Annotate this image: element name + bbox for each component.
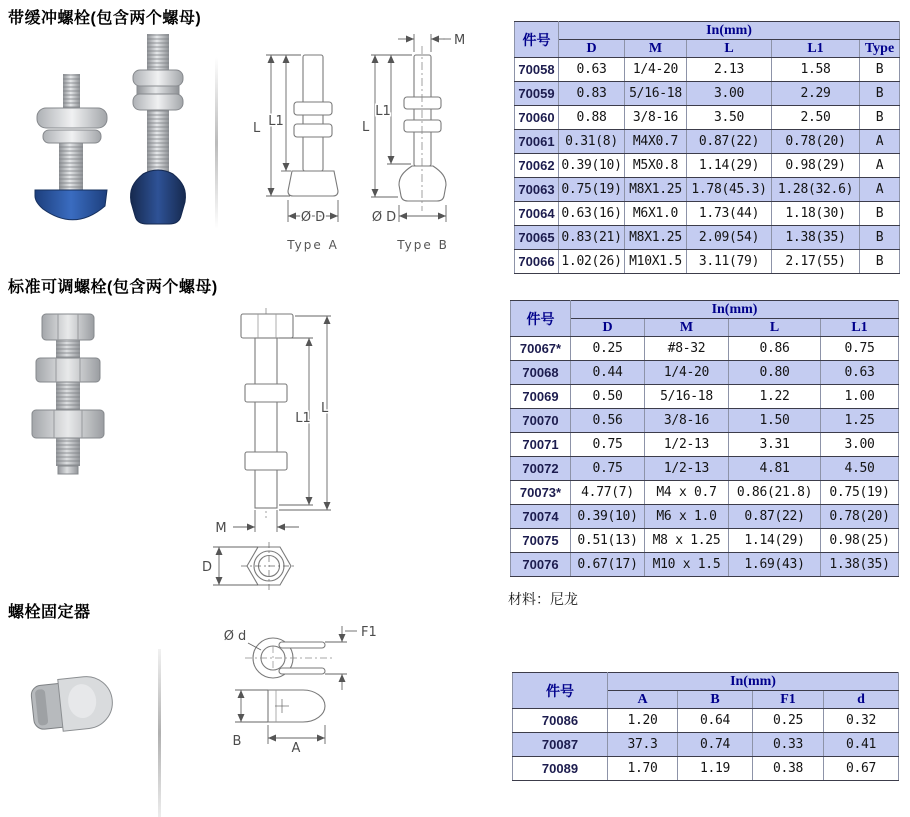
table-row <box>515 106 900 130</box>
value-cell: 0.56 <box>571 409 645 433</box>
value-cell: 0.78(20) <box>772 130 860 154</box>
part-number-cell: 70071 <box>511 433 571 457</box>
part-number-cell: 70067* <box>511 337 571 361</box>
column-header-l1: L1 <box>821 319 899 337</box>
table-row <box>515 82 900 106</box>
value-cell: 2.17(55) <box>772 250 860 274</box>
dim-label-F1: F1 <box>361 625 377 640</box>
part-number-column-header: 件号 <box>515 22 559 58</box>
value-cell: M6 x 1.0 <box>645 505 729 529</box>
part-number-cell: 70072 <box>511 457 571 481</box>
type-a-label: Type A <box>287 238 339 252</box>
value-cell: B <box>860 202 900 226</box>
value-cell: M8X1.25 <box>625 178 687 202</box>
part-number-cell: 70066 <box>515 250 559 274</box>
value-cell: 3.50 <box>687 106 772 130</box>
dim-label-OD-typeB: Ø D <box>371 210 397 225</box>
material-note: 材料：尼龙 <box>508 591 578 607</box>
part-number-cell: 70086 <box>513 709 608 733</box>
value-cell: 1.02(26) <box>559 250 625 274</box>
part-number-cell: 70059 <box>515 82 559 106</box>
column-header-l1: L1 <box>772 40 860 58</box>
value-cell: 2.09(54) <box>687 226 772 250</box>
value-cell: 0.31(8) <box>559 130 625 154</box>
value-cell: 0.32 <box>824 709 899 733</box>
value-cell: 1.50 <box>729 409 821 433</box>
adjustable-bolt-technical-drawing <box>183 300 388 595</box>
value-cell: 0.87(22) <box>687 130 772 154</box>
value-cell: 1.00 <box>821 385 899 409</box>
value-cell: M8 x 1.25 <box>645 529 729 553</box>
table-row <box>515 250 900 274</box>
part-number-cell: 70073* <box>511 481 571 505</box>
table-row <box>515 154 900 178</box>
value-cell: 1.70 <box>608 757 678 781</box>
value-cell: 1.20 <box>608 709 678 733</box>
dim-label-L1-typeB: L1 <box>375 104 391 119</box>
value-cell: 0.86 <box>729 337 821 361</box>
value-cell: 0.38 <box>753 757 824 781</box>
table-row <box>515 202 900 226</box>
value-cell: M6X1.0 <box>625 202 687 226</box>
value-cell: B <box>860 82 900 106</box>
dim-label-Od: Ø d <box>223 629 247 644</box>
value-cell: 0.98(25) <box>821 529 899 553</box>
dim-label-M: M <box>215 521 227 536</box>
part-number-cell: 70070 <box>511 409 571 433</box>
unit-header: In(mm) <box>571 301 899 319</box>
column-header-d: d <box>824 691 899 709</box>
unit-header: In(mm) <box>608 673 899 691</box>
column-header-type: Type <box>860 40 900 58</box>
value-cell: 1/2-13 <box>645 457 729 481</box>
bolt-holder-photo <box>18 652 128 747</box>
value-cell: 0.75(19) <box>821 481 899 505</box>
value-cell: 1/2-13 <box>645 433 729 457</box>
value-cell: 0.67 <box>824 757 899 781</box>
dim-label-L1: L1 <box>295 411 311 426</box>
scan-artifact-line <box>158 649 161 817</box>
type-b-label: Type B <box>397 238 449 252</box>
bolt-holder-spec-table <box>512 672 899 781</box>
bolt-holder-technical-drawing <box>175 618 395 773</box>
section-heading-buffered-bolt: 带缓冲螺栓(包含两个螺母) <box>8 10 202 27</box>
buffered-bolts-photo <box>25 32 210 232</box>
value-cell: 0.63(16) <box>559 202 625 226</box>
dim-label-M-typeB: M <box>454 33 466 48</box>
table-row <box>511 529 899 553</box>
value-cell: 0.64 <box>678 709 753 733</box>
value-cell: 1.28(32.6) <box>772 178 860 202</box>
part-number-cell: 70069 <box>511 385 571 409</box>
column-header-m: M <box>645 319 729 337</box>
part-number-cell: 70076 <box>511 553 571 577</box>
dim-label-A: A <box>291 741 301 756</box>
part-number-cell: 70063 <box>515 178 559 202</box>
value-cell: 0.51(13) <box>571 529 645 553</box>
value-cell: 0.78(20) <box>821 505 899 529</box>
value-cell: M4X0.7 <box>625 130 687 154</box>
dim-label-L-typeB: L <box>362 120 370 135</box>
value-cell: 0.50 <box>571 385 645 409</box>
value-cell: 1.14(29) <box>729 529 821 553</box>
value-cell: 1.69(43) <box>729 553 821 577</box>
table-row <box>511 457 899 481</box>
column-header-a: A <box>608 691 678 709</box>
table-row <box>515 226 900 250</box>
value-cell: 0.25 <box>753 709 824 733</box>
value-cell: 1/4-20 <box>645 361 729 385</box>
value-cell: 4.81 <box>729 457 821 481</box>
part-number-cell: 70065 <box>515 226 559 250</box>
value-cell: 3.00 <box>821 433 899 457</box>
buffered-bolt-technical-drawing <box>245 25 480 260</box>
column-header-f1: F1 <box>753 691 824 709</box>
part-number-cell: 70075 <box>511 529 571 553</box>
value-cell: 0.75(19) <box>559 178 625 202</box>
table-row <box>511 553 899 577</box>
value-cell: 1.22 <box>729 385 821 409</box>
part-number-cell: 70061 <box>515 130 559 154</box>
value-cell: 1.19 <box>678 757 753 781</box>
dim-label-L: L <box>321 401 329 416</box>
part-number-column-header: 件号 <box>513 673 608 709</box>
value-cell: 0.63 <box>559 58 625 82</box>
value-cell: 0.98(29) <box>772 154 860 178</box>
value-cell: 3/8-16 <box>645 409 729 433</box>
value-cell: 1.14(29) <box>687 154 772 178</box>
table-row <box>511 385 899 409</box>
value-cell: 0.39(10) <box>571 505 645 529</box>
value-cell: 0.63 <box>821 361 899 385</box>
value-cell: 2.13 <box>687 58 772 82</box>
value-cell: M8X1.25 <box>625 226 687 250</box>
part-number-column-header: 件号 <box>511 301 571 337</box>
part-number-cell: 70058 <box>515 58 559 82</box>
value-cell: 1.25 <box>821 409 899 433</box>
value-cell: 4.77(7) <box>571 481 645 505</box>
value-cell: #8-32 <box>645 337 729 361</box>
table-row <box>511 505 899 529</box>
value-cell: 0.83(21) <box>559 226 625 250</box>
value-cell: 3.31 <box>729 433 821 457</box>
buffered-bolt-spec-table <box>514 21 900 274</box>
value-cell: 3.00 <box>687 82 772 106</box>
section-heading-adjustable-bolt: 标准可调螺栓(包含两个螺母) <box>8 279 218 296</box>
value-cell: A <box>860 178 900 202</box>
table-row <box>513 709 899 733</box>
value-cell: 0.80 <box>729 361 821 385</box>
value-cell: 0.86(21.8) <box>729 481 821 505</box>
value-cell: 0.25 <box>571 337 645 361</box>
part-number-cell: 70068 <box>511 361 571 385</box>
value-cell: 3/8-16 <box>625 106 687 130</box>
table-row <box>515 58 900 82</box>
value-cell: B <box>860 106 900 130</box>
value-cell: 37.3 <box>608 733 678 757</box>
column-header-d: D <box>571 319 645 337</box>
table-row <box>511 481 899 505</box>
value-cell: M10 x 1.5 <box>645 553 729 577</box>
value-cell: 1.38(35) <box>772 226 860 250</box>
table-row <box>511 361 899 385</box>
value-cell: 3.11(79) <box>687 250 772 274</box>
value-cell: 1/4-20 <box>625 58 687 82</box>
unit-header: In(mm) <box>559 22 900 40</box>
value-cell: 1.58 <box>772 58 860 82</box>
value-cell: M10X1.5 <box>625 250 687 274</box>
value-cell: 2.50 <box>772 106 860 130</box>
adjustable-bolt-photo <box>18 312 118 477</box>
scan-artifact-line <box>215 57 218 229</box>
value-cell: A <box>860 130 900 154</box>
dim-label-L1-typeA: L1 <box>268 114 284 129</box>
value-cell: B <box>860 250 900 274</box>
value-cell: M5X0.8 <box>625 154 687 178</box>
value-cell: 1.38(35) <box>821 553 899 577</box>
value-cell: 0.83 <box>559 82 625 106</box>
adjustable-bolt-spec-table <box>510 300 899 577</box>
dim-label-L-typeA: L <box>253 121 261 136</box>
value-cell: M4 x 0.7 <box>645 481 729 505</box>
value-cell: 5/16-18 <box>645 385 729 409</box>
table-row <box>511 433 899 457</box>
part-number-cell: 70089 <box>513 757 608 781</box>
value-cell: 0.67(17) <box>571 553 645 577</box>
column-header-l: L <box>729 319 821 337</box>
table-row <box>513 757 899 781</box>
table-row <box>513 733 899 757</box>
value-cell: 0.44 <box>571 361 645 385</box>
column-header-d: D <box>559 40 625 58</box>
value-cell: 2.29 <box>772 82 860 106</box>
value-cell: 0.33 <box>753 733 824 757</box>
column-header-l: L <box>687 40 772 58</box>
value-cell: 0.41 <box>824 733 899 757</box>
part-number-cell: 70060 <box>515 106 559 130</box>
part-number-cell: 70087 <box>513 733 608 757</box>
dim-label-OD-typeA: Ø D <box>300 210 326 225</box>
value-cell: A <box>860 154 900 178</box>
part-number-cell: 70064 <box>515 202 559 226</box>
table-row <box>511 337 899 361</box>
part-number-cell: 70062 <box>515 154 559 178</box>
value-cell: 0.74 <box>678 733 753 757</box>
table-row <box>515 130 900 154</box>
value-cell: 1.18(30) <box>772 202 860 226</box>
value-cell: 4.50 <box>821 457 899 481</box>
table-row <box>515 178 900 202</box>
value-cell: 0.39(10) <box>559 154 625 178</box>
part-number-cell: 70074 <box>511 505 571 529</box>
section-heading-bolt-holder: 螺栓固定器 <box>8 604 91 621</box>
value-cell: 0.75 <box>571 433 645 457</box>
table-row <box>511 409 899 433</box>
value-cell: 0.75 <box>821 337 899 361</box>
dim-label-D: D <box>201 560 213 575</box>
value-cell: B <box>860 58 900 82</box>
value-cell: 1.78(45.3) <box>687 178 772 202</box>
column-header-b: B <box>678 691 753 709</box>
column-header-m: M <box>625 40 687 58</box>
value-cell: B <box>860 226 900 250</box>
value-cell: 1.73(44) <box>687 202 772 226</box>
value-cell: 0.87(22) <box>729 505 821 529</box>
dim-label-B: B <box>232 734 242 749</box>
value-cell: 0.88 <box>559 106 625 130</box>
value-cell: 5/16-18 <box>625 82 687 106</box>
value-cell: 0.75 <box>571 457 645 481</box>
